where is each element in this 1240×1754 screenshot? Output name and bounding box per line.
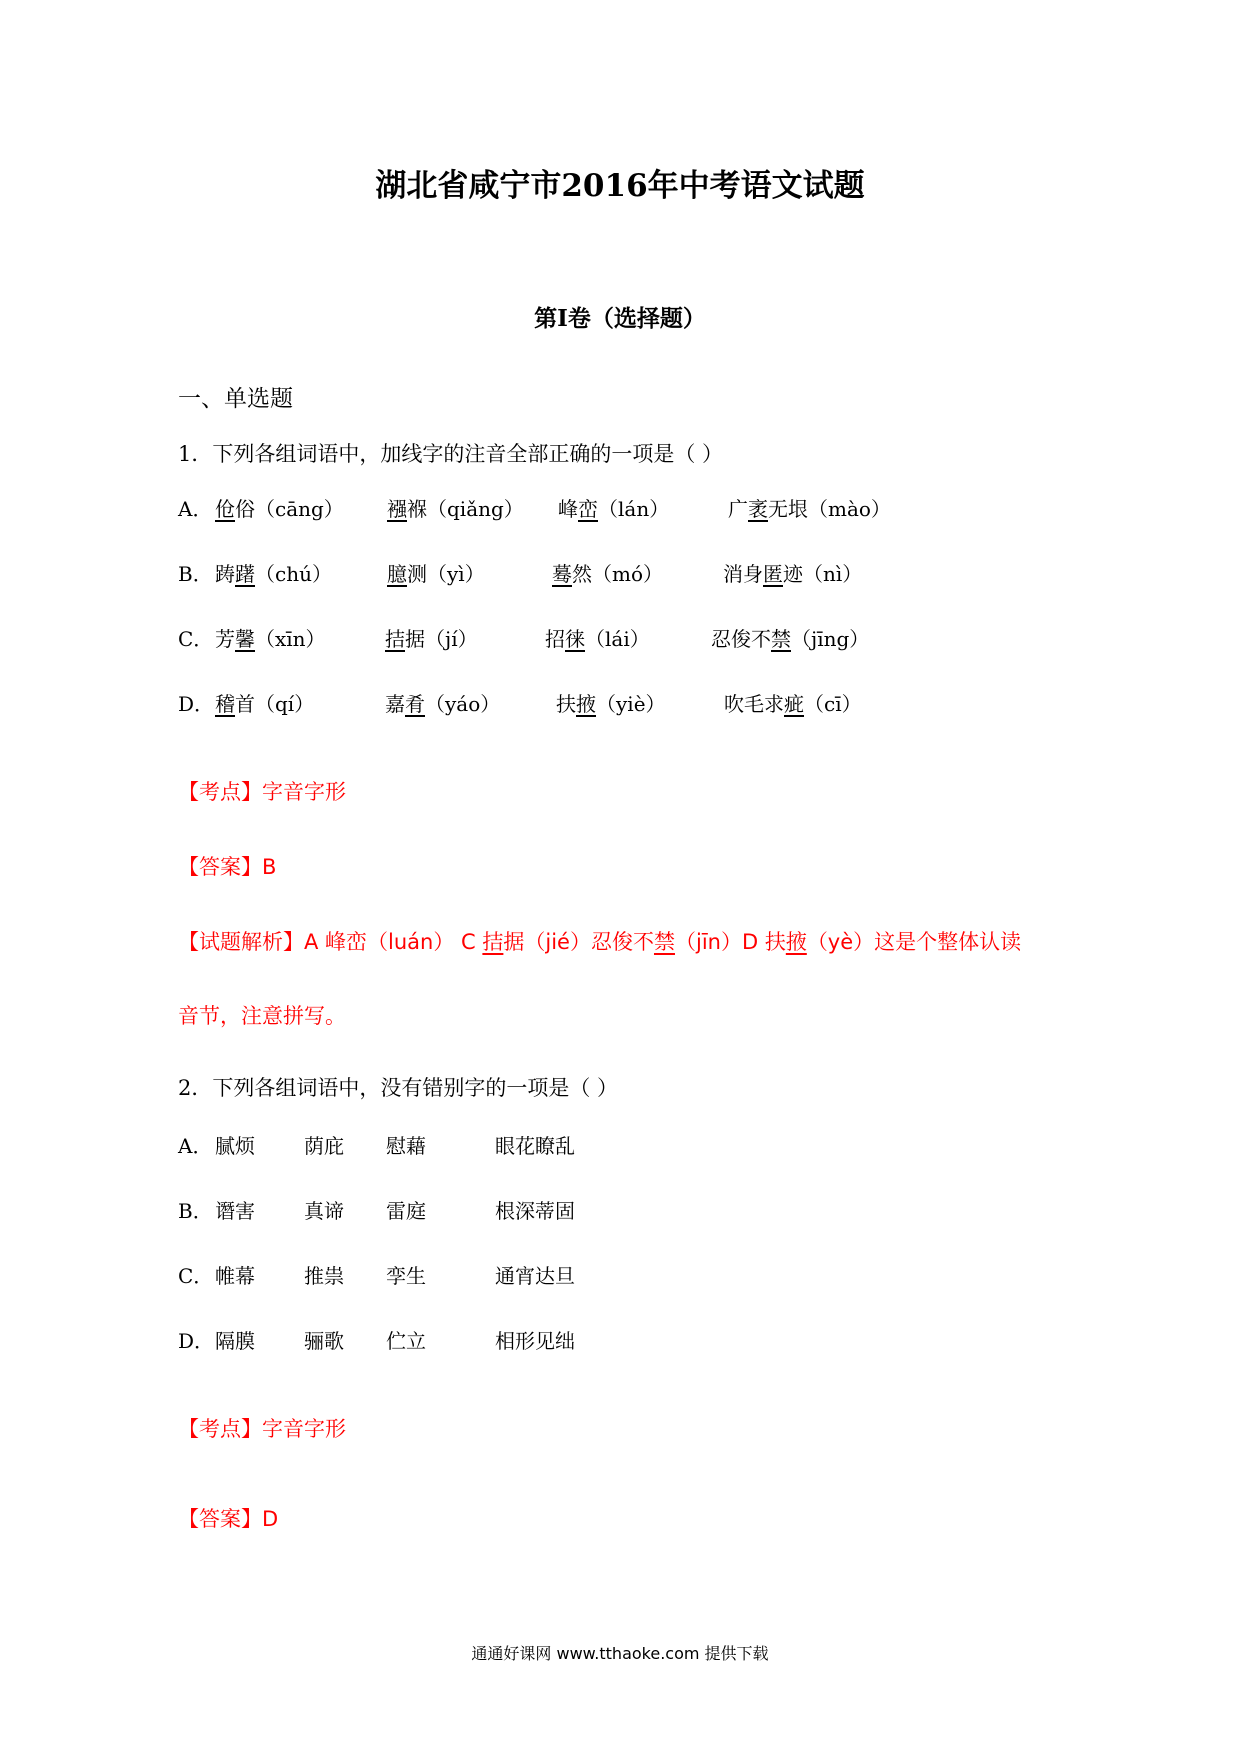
q1-option-a-label: A．	[178, 497, 213, 521]
q2-option-c-word-1: 帷幕	[215, 1264, 255, 1288]
q1-option-c-word-1: 芳馨（xīn）	[215, 627, 326, 651]
question-2-stem: 2．下列各组词语中，没有错别字的一项是（ ）	[178, 1076, 619, 1100]
q1-option-c-word-3: 招徕（lái）	[545, 627, 650, 651]
q1-option-b-label: B．	[178, 562, 213, 586]
question-1-stem: 1．下列各组词语中，加线字的注音全部正确的一项是（ ）	[178, 442, 724, 466]
q1-option-d-word-2: 嘉肴（yáo）	[385, 692, 501, 716]
q2-option-c-word-3: 孪生	[386, 1264, 426, 1288]
q1-option-b-word-2: 臆测（yì）	[387, 562, 485, 586]
q2-option-d-label: D．	[178, 1329, 215, 1353]
q1-answer: 【答案】B	[178, 855, 277, 879]
q2-option-b-word-1: 谮害	[215, 1199, 255, 1223]
q1-option-a-word-1: 伧俗（cāng）	[215, 497, 344, 521]
q1-kaodian: 【考点】字音字形	[178, 780, 346, 804]
q1-option-b-word-1: 踌躇（chú）	[215, 562, 332, 586]
q1-option-c-label: C．	[178, 627, 214, 651]
q1-explanation-line-1: 【试题解析】A 峰峦（luán） C 拮据（jié）忍俊不禁（jīn）D 扶掖（yè）这是个整体认读	[178, 930, 1022, 954]
section-heading: 一、单选题	[178, 386, 293, 412]
q2-option-a-word-2: 荫庇	[304, 1134, 344, 1158]
page-footer: 通通好课网 www.tthaoke.com 提供下载	[471, 1644, 769, 1663]
q1-option-d-word-3: 扶掖（yiè）	[556, 692, 666, 716]
page-title: 湖北省咸宁市2016年中考语文试题	[375, 168, 865, 204]
q2-option-d-word-3: 伫立	[386, 1329, 426, 1353]
q2-option-c-word-4: 通宵达旦	[495, 1264, 575, 1288]
q1-option-c-word-2: 拮据（jí）	[385, 627, 478, 651]
q1-option-d-word-4: 吹毛求疵（cī）	[724, 692, 862, 716]
q1-option-a-word-4: 广袤无垠（mào）	[728, 497, 891, 521]
q2-option-b-word-2: 真谛	[304, 1199, 344, 1223]
q1-option-b-word-4: 消身匿迹（nì）	[723, 562, 863, 586]
q1-option-d-label: D．	[178, 692, 215, 716]
q2-option-d-word-4: 相形见绌	[495, 1329, 575, 1353]
q2-option-d-word-1: 隔膜	[215, 1329, 255, 1353]
q2-answer: 【答案】D	[178, 1507, 279, 1531]
q1-option-a-word-3: 峰峦（lán）	[558, 497, 670, 521]
q2-option-a-word-1: 腻烦	[215, 1134, 255, 1158]
q2-option-a-word-4: 眼花瞭乱	[495, 1134, 575, 1158]
q2-option-b-word-4: 根深蒂固	[495, 1199, 575, 1223]
q1-explanation-line-2: 音节，注意拼写。	[178, 1004, 346, 1028]
q2-option-c-word-2: 推祟	[304, 1264, 344, 1288]
q1-option-b-word-3: 蓦然（mó）	[552, 562, 664, 586]
q1-option-a-word-2: 襁褓（qiǎng）	[387, 497, 524, 521]
q2-option-d-word-2: 骊歌	[304, 1329, 344, 1353]
q2-option-a-word-3: 慰藉	[386, 1134, 426, 1158]
q2-option-c-label: C．	[178, 1264, 214, 1288]
part-title: 第I卷（选择题）	[534, 305, 706, 332]
q2-option-a-label: A．	[178, 1134, 213, 1158]
q2-option-b-word-3: 雷庭	[386, 1199, 426, 1223]
q2-kaodian: 【考点】字音字形	[178, 1417, 346, 1441]
q1-option-c-word-4: 忍俊不禁（jīng）	[711, 627, 870, 651]
q1-option-d-word-1: 稽首（qí）	[215, 692, 315, 716]
q2-option-b-label: B．	[178, 1199, 213, 1223]
